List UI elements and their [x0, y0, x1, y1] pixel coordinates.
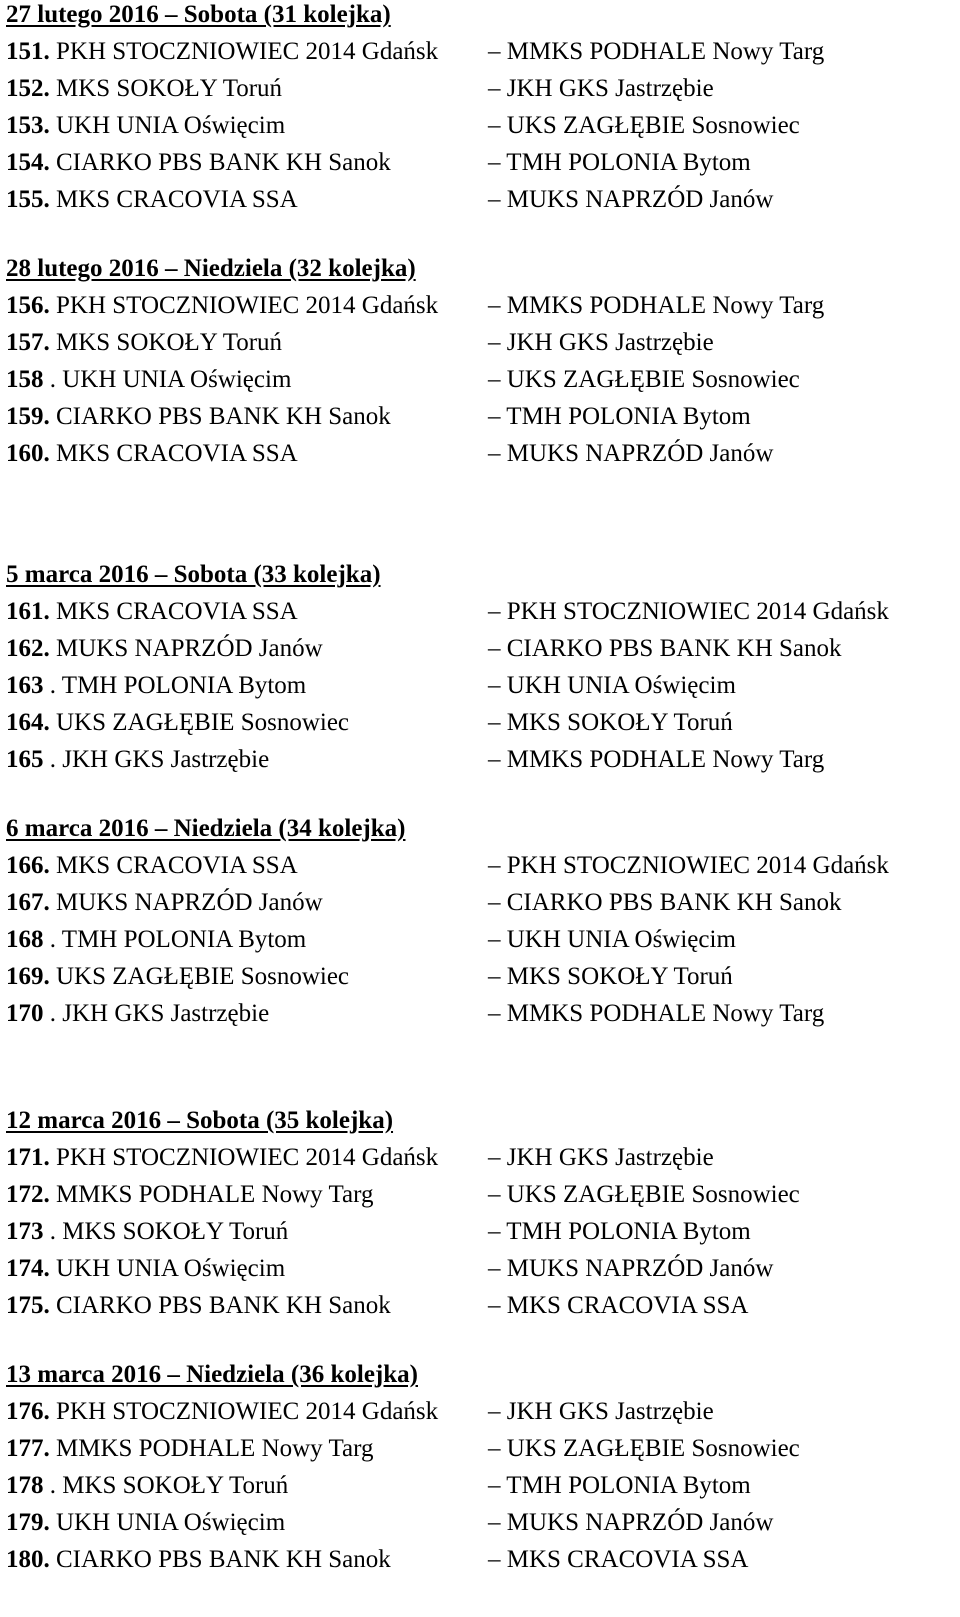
home-team-name: MKS SOKOŁY Toruń	[56, 329, 283, 356]
match-row	[6, 1290, 956, 1327]
home-team-name: MMKS PODHALE Nowy Targ	[56, 1435, 374, 1462]
match-number: 176.	[6, 1398, 50, 1425]
home-team	[6, 36, 438, 68]
away-team: – TMH POLONIA Bytom	[488, 149, 751, 176]
match-row	[6, 1253, 956, 1290]
match-number: 170	[6, 1000, 44, 1027]
home-team	[6, 850, 298, 882]
home-team-name: MUKS NAPRZÓD Janów	[56, 889, 323, 916]
match-row	[6, 327, 956, 364]
home-team-name: MKS CRACOVIA SSA	[56, 852, 298, 879]
home-team	[6, 1396, 438, 1428]
match-row	[6, 887, 956, 924]
away-team: – UKS ZAGŁĘBIE Sosnowiec	[488, 1181, 800, 1208]
home-team	[6, 670, 306, 702]
match-row	[6, 707, 956, 744]
match-row	[6, 438, 956, 475]
match-row	[6, 924, 956, 961]
home-team	[6, 1470, 288, 1502]
home-team-name: UKH UNIA Oświęcim	[56, 1509, 286, 1536]
round-title: 27 lutego 2016 – Sobota (31 kolejka)	[6, 1, 391, 28]
home-team	[6, 364, 291, 396]
match-row	[6, 1179, 956, 1216]
away-team: – MMKS PODHALE Nowy Targ	[488, 746, 825, 773]
match-row	[6, 850, 956, 887]
match-row	[6, 1544, 956, 1581]
home-team	[6, 1507, 285, 1539]
match-number: 167.	[6, 889, 50, 916]
match-row	[6, 744, 956, 781]
home-team-name: . TMH POLONIA Bytom	[49, 672, 307, 699]
home-team-name: MKS CRACOVIA SSA	[56, 598, 298, 625]
match-row	[6, 1396, 956, 1433]
home-team-name: UKH UNIA Oświęcim	[56, 112, 286, 139]
away-team: – MKS CRACOVIA SSA	[488, 1292, 749, 1319]
match-row	[6, 401, 956, 438]
match-row	[6, 73, 956, 110]
away-team: – PKH STOCZNIOWIEC 2014 Gdańsk	[488, 598, 889, 625]
home-team-name: MUKS NAPRZÓD Janów	[56, 635, 323, 662]
home-team-name: CIARKO PBS BANK KH Sanok	[56, 403, 391, 430]
away-team: – JKH GKS Jastrzębie	[488, 1398, 714, 1425]
away-team: – MMKS PODHALE Nowy Targ	[488, 1000, 825, 1027]
match-row	[6, 1142, 956, 1179]
home-team-name: CIARKO PBS BANK KH Sanok	[56, 1546, 391, 1573]
home-team-name: CIARKO PBS BANK KH Sanok	[56, 1292, 391, 1319]
match-row	[6, 1507, 956, 1544]
round-block	[6, 814, 956, 1035]
away-team: – CIARKO PBS BANK KH Sanok	[488, 889, 842, 916]
match-number: 172.	[6, 1181, 50, 1208]
match-number: 168	[6, 926, 44, 953]
home-team	[6, 596, 298, 628]
home-team-name: PKH STOCZNIOWIEC 2014 Gdańsk	[56, 38, 439, 65]
away-team: – MUKS NAPRZÓD Janów	[488, 186, 774, 213]
home-team	[6, 73, 282, 105]
match-number: 162.	[6, 635, 50, 662]
match-row	[6, 1433, 956, 1470]
match-row	[6, 596, 956, 633]
home-team	[6, 961, 349, 993]
match-number: 159.	[6, 403, 50, 430]
round-block	[6, 1106, 956, 1327]
away-team: – MMKS PODHALE Nowy Targ	[488, 292, 825, 319]
home-team	[6, 1179, 373, 1211]
match-row	[6, 633, 956, 670]
match-row	[6, 147, 956, 184]
home-team	[6, 327, 282, 359]
round-block	[6, 1360, 956, 1581]
home-team	[6, 707, 349, 739]
match-number: 173	[6, 1218, 44, 1245]
home-team-name: MMKS PODHALE Nowy Targ	[56, 1181, 374, 1208]
home-team-name: PKH STOCZNIOWIEC 2014 Gdańsk	[56, 1398, 439, 1425]
home-team	[6, 438, 298, 470]
away-team: – TMH POLONIA Bytom	[488, 1472, 751, 1499]
home-team	[6, 998, 269, 1030]
away-team: – JKH GKS Jastrzębie	[488, 75, 714, 102]
away-team: – UKH UNIA Oświęcim	[488, 926, 736, 953]
match-row	[6, 184, 956, 221]
match-number: 151.	[6, 38, 50, 65]
match-number: 164.	[6, 709, 50, 736]
match-number: 161.	[6, 598, 50, 625]
match-row	[6, 670, 956, 707]
round-block	[6, 560, 956, 781]
home-team-name: PKH STOCZNIOWIEC 2014 Gdańsk	[56, 1144, 439, 1171]
round-block	[6, 0, 956, 221]
home-team-name: UKH UNIA Oświęcim	[56, 1255, 286, 1282]
away-team: – UKS ZAGŁĘBIE Sosnowiec	[488, 366, 800, 393]
match-number: 158	[6, 366, 44, 393]
match-row	[6, 1216, 956, 1253]
match-number: 175.	[6, 1292, 50, 1319]
match-number: 153.	[6, 112, 50, 139]
home-team	[6, 290, 438, 322]
home-team-name: . UKH UNIA Oświęcim	[49, 366, 292, 393]
home-team-name: UKS ZAGŁĘBIE Sosnowiec	[56, 709, 350, 736]
home-team	[6, 184, 298, 216]
away-team: – MUKS NAPRZÓD Janów	[488, 1255, 774, 1282]
match-number: 166.	[6, 852, 50, 879]
home-team-name: . TMH POLONIA Bytom	[49, 926, 307, 953]
match-row	[6, 364, 956, 401]
match-row	[6, 36, 956, 73]
match-number: 179.	[6, 1509, 50, 1536]
away-team: – UKH UNIA Oświęcim	[488, 672, 736, 699]
home-team-name: MKS CRACOVIA SSA	[56, 186, 298, 213]
away-team: – MMKS PODHALE Nowy Targ	[488, 38, 825, 65]
match-number: 177.	[6, 1435, 50, 1462]
match-number: 169.	[6, 963, 50, 990]
home-team	[6, 633, 323, 665]
round-title: 13 marca 2016 – Niedziela (36 kolejka)	[6, 1361, 418, 1388]
match-number: 154.	[6, 149, 50, 176]
match-number: 160.	[6, 440, 50, 467]
away-team: – CIARKO PBS BANK KH Sanok	[488, 635, 842, 662]
home-team-name: . JKH GKS Jastrzębie	[49, 1000, 270, 1027]
home-team	[6, 1253, 285, 1285]
away-team: – PKH STOCZNIOWIEC 2014 Gdańsk	[488, 852, 889, 879]
home-team-name: . JKH GKS Jastrzębie	[49, 746, 270, 773]
away-team: – TMH POLONIA Bytom	[488, 1218, 751, 1245]
match-number: 178	[6, 1472, 44, 1499]
match-number: 163	[6, 672, 44, 699]
match-row	[6, 1470, 956, 1507]
home-team	[6, 1290, 391, 1322]
round-title: 28 lutego 2016 – Niedziela (32 kolejka)	[6, 255, 416, 282]
match-row	[6, 110, 956, 147]
match-number: 152.	[6, 75, 50, 102]
match-row	[6, 290, 956, 327]
away-team: – JKH GKS Jastrzębie	[488, 329, 714, 356]
away-team: – MKS SOKOŁY Toruń	[488, 709, 733, 736]
match-number: 180.	[6, 1546, 50, 1573]
home-team	[6, 147, 391, 179]
away-team: – TMH POLONIA Bytom	[488, 403, 751, 430]
home-team	[6, 887, 323, 919]
match-row	[6, 961, 956, 998]
away-team: – UKS ZAGŁĘBIE Sosnowiec	[488, 112, 800, 139]
home-team-name: . MKS SOKOŁY Toruń	[49, 1218, 289, 1245]
away-team: – MKS SOKOŁY Toruń	[488, 963, 733, 990]
away-team: – MUKS NAPRZÓD Janów	[488, 1509, 774, 1536]
home-team	[6, 1544, 391, 1576]
home-team-name: MKS SOKOŁY Toruń	[56, 75, 283, 102]
away-team: – JKH GKS Jastrzębie	[488, 1144, 714, 1171]
home-team	[6, 110, 285, 142]
round-title: 12 marca 2016 – Sobota (35 kolejka)	[6, 1107, 394, 1134]
home-team-name: PKH STOCZNIOWIEC 2014 Gdańsk	[56, 292, 439, 319]
away-team: – MUKS NAPRZÓD Janów	[488, 440, 774, 467]
match-number: 155.	[6, 186, 50, 213]
round-title: 6 marca 2016 – Niedziela (34 kolejka)	[6, 815, 406, 842]
away-team: – MKS CRACOVIA SSA	[488, 1546, 749, 1573]
match-number: 156.	[6, 292, 50, 319]
home-team	[6, 1142, 438, 1174]
home-team	[6, 924, 306, 956]
match-row	[6, 998, 956, 1035]
home-team-name: CIARKO PBS BANK KH Sanok	[56, 149, 391, 176]
home-team	[6, 744, 269, 776]
home-team-name: . MKS SOKOŁY Toruń	[49, 1472, 289, 1499]
home-team-name: MKS CRACOVIA SSA	[56, 440, 298, 467]
match-number: 174.	[6, 1255, 50, 1282]
match-number: 165	[6, 746, 44, 773]
match-number: 157.	[6, 329, 50, 356]
home-team-name: UKS ZAGŁĘBIE Sosnowiec	[56, 963, 350, 990]
match-number: 171.	[6, 1144, 50, 1171]
round-block	[6, 254, 956, 475]
home-team	[6, 401, 391, 433]
round-title: 5 marca 2016 – Sobota (33 kolejka)	[6, 561, 381, 588]
home-team	[6, 1433, 373, 1465]
away-team: – UKS ZAGŁĘBIE Sosnowiec	[488, 1435, 800, 1462]
home-team	[6, 1216, 288, 1248]
